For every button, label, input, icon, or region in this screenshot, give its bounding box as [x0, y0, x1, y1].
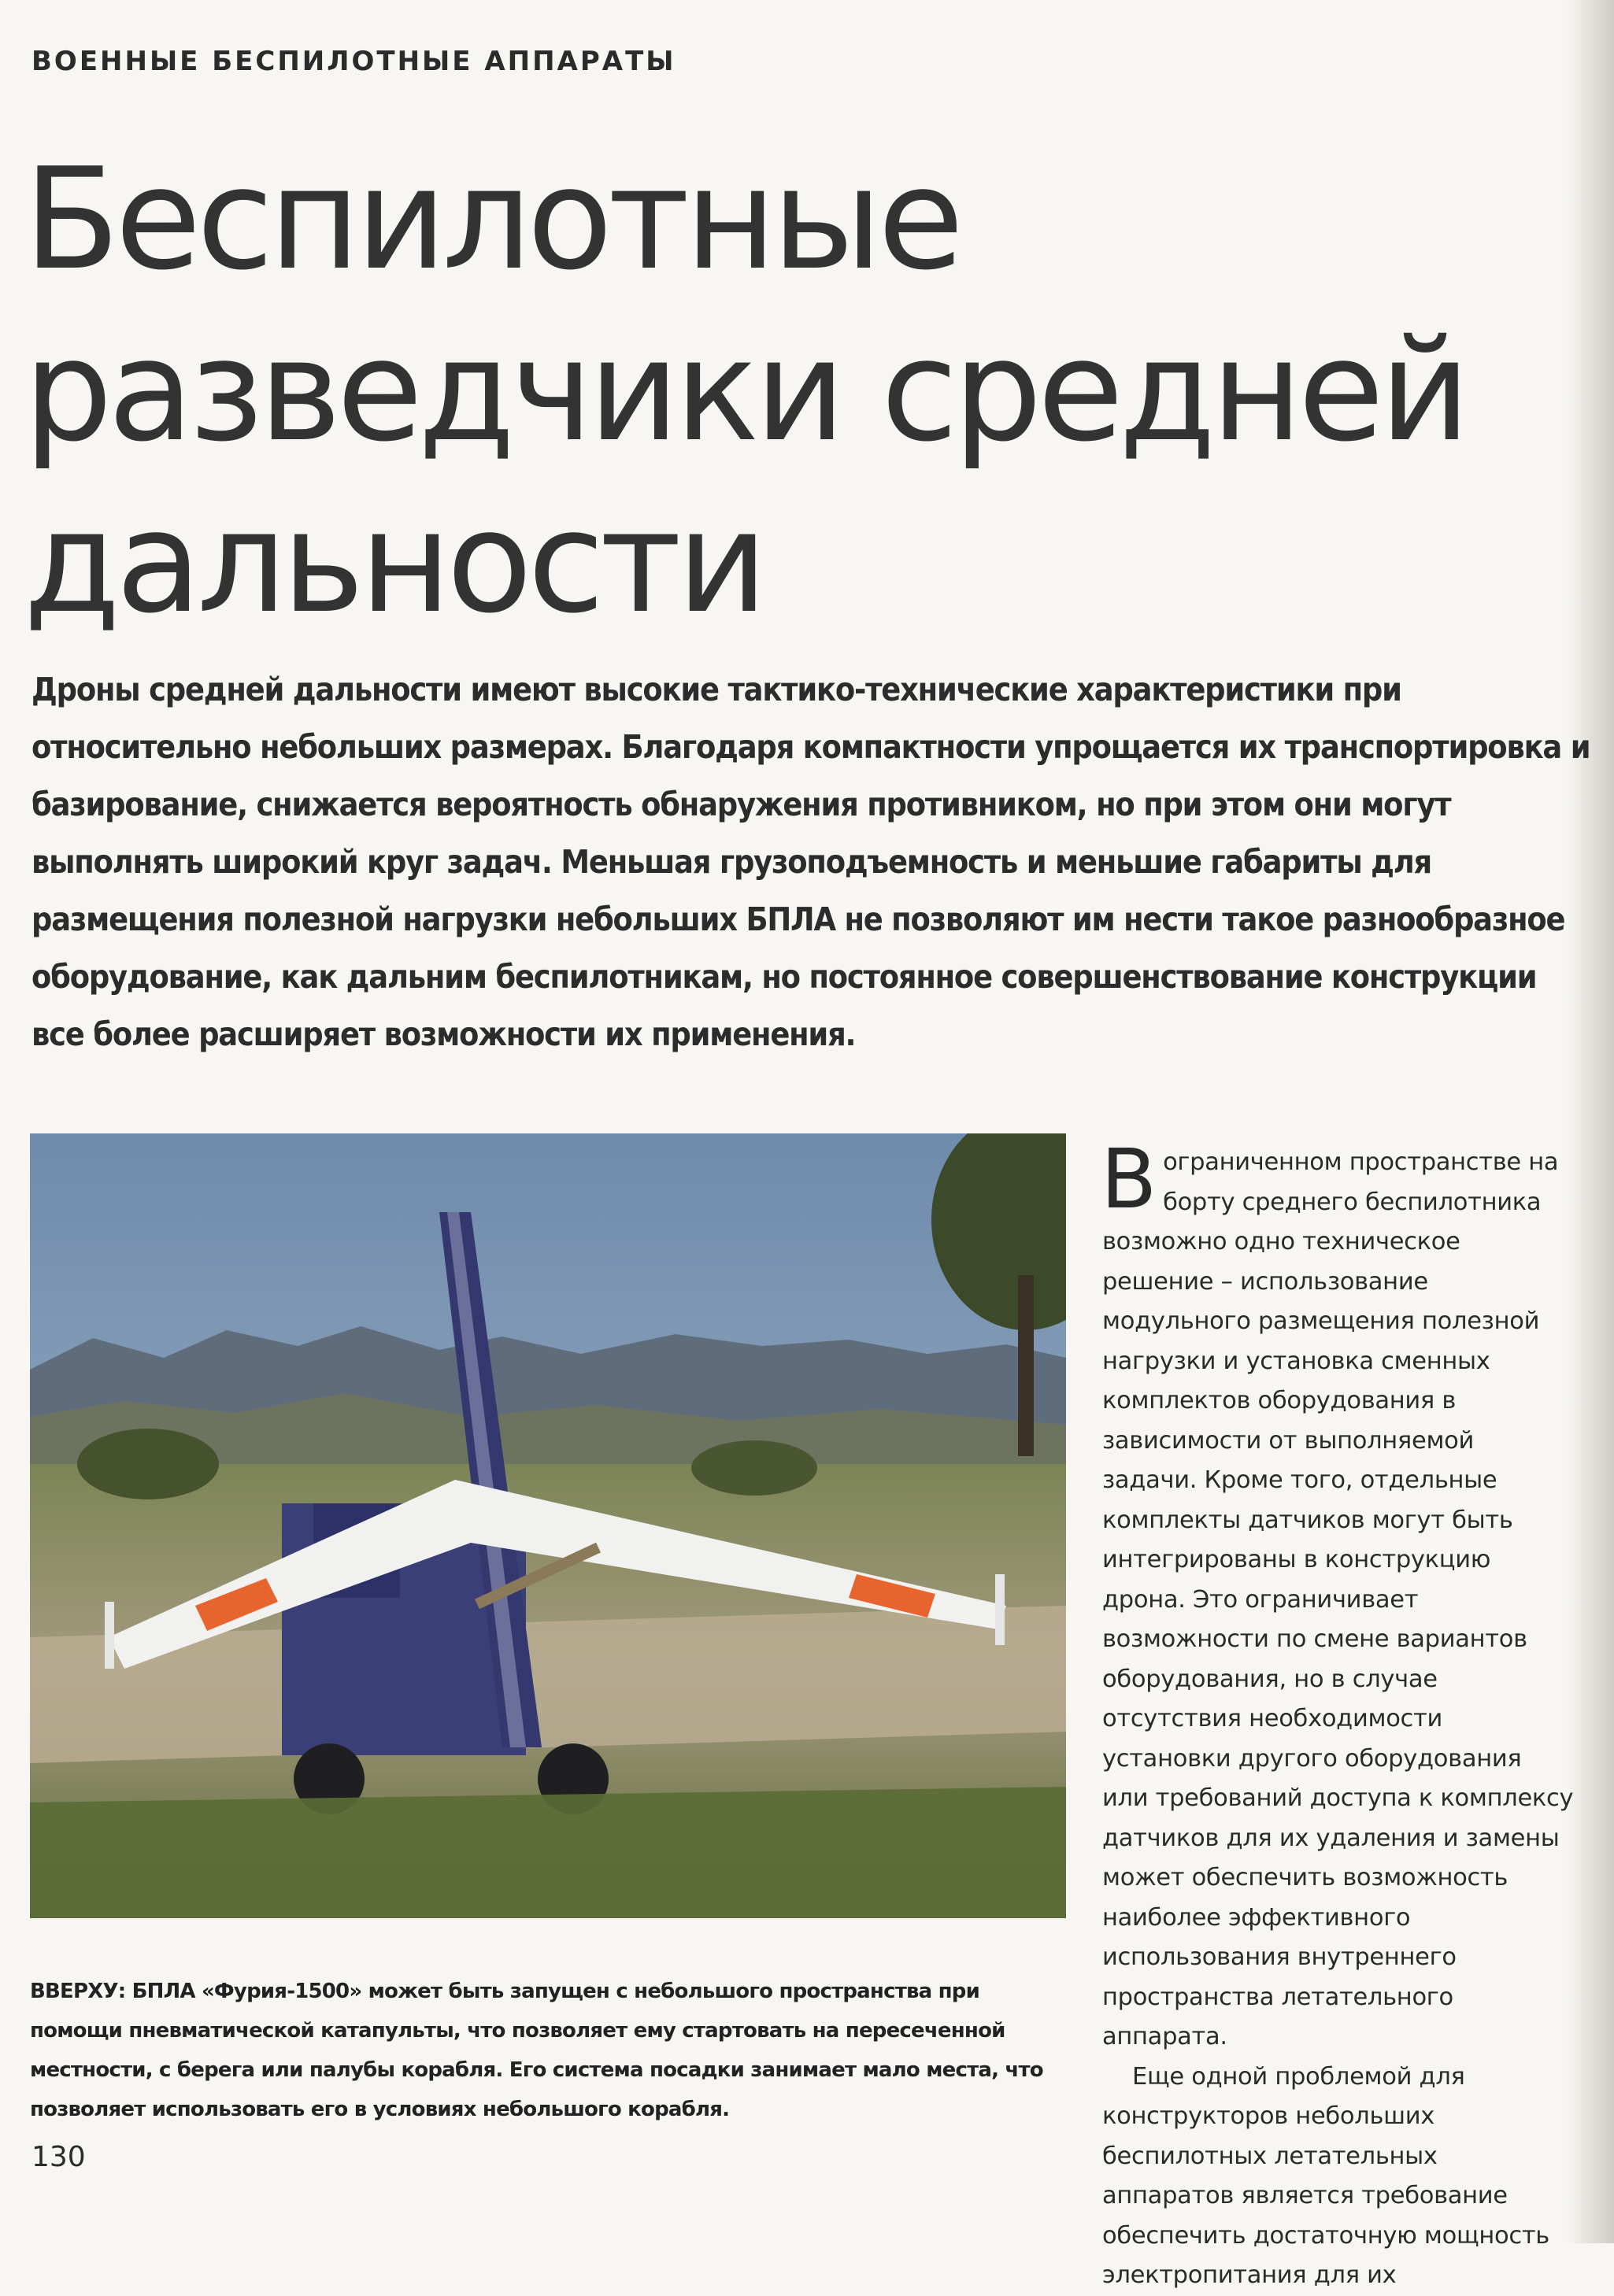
article-title-line: разведчики средней	[24, 309, 1466, 472]
bush	[691, 1440, 817, 1496]
article-title	[24, 134, 1520, 649]
grass-foreground	[30, 1787, 1066, 1918]
tree-trunk	[1018, 1275, 1034, 1456]
body-paragraph	[1101, 1131, 1575, 2058]
section-header: ВОЕННЫЕ БЕСПИЛОТНЫЕ АППАРАТЫ	[31, 46, 676, 77]
wingtip-left	[105, 1602, 114, 1669]
bush	[77, 1429, 219, 1499]
body-paragraph: Еще одной проблемой для конструкторов небольших беспилотных летательных аппаратов является требование обеспечить достаточную мощность электропитания для их	[1102, 2062, 1549, 2289]
page-number: 130	[31, 2141, 86, 2173]
body-paragraph-text: ограниченном пространстве на борту среднего беспилотника возможно одно техническое решение – использование модульного размещения полезной нагрузки и установка сменных комплектов оборудования в зависимости от выполняемой задачи. Кроме того, отдельные комплекты датчиков могут быть интегрированы в конструкцию дрона. Это ограничивает возможности по смене вариантов оборудования, но в случае отсутствия необходимости установки другого оборудования или требований доступа к комплексу датчиков для их удаления и замены может обеспечить возможность наиболее эффективного использования внутреннего пространства летательного аппарата.	[1102, 1148, 1574, 2050]
lead-paragraph: Дроны средней дальности имеют высокие тактико-технические характеристики при относительно небольших размерах. Благодаря компактности упрощается их транспортировка и базирование, снижается вероятность обнаружения противником, но при этом они могут выполнять широкий круг задач. Меньшая грузоподъемность и меньшие габариты для размещения полезной нагрузки небольших БПЛА не позволяют им нести такое разнообразное оборудование, как дальним беспилотникам, но постоянное совершенствование конструкции все более расширяет возможности их применения.	[31, 671, 1590, 1053]
wingtip-right	[995, 1574, 1005, 1645]
drone-launch-photo	[30, 1133, 1066, 1918]
drop-cap: В	[1101, 1131, 1157, 1227]
article-title-line: дальности	[24, 481, 764, 644]
article-title-line: Беспилотные	[24, 138, 960, 301]
body-column	[1101, 1131, 1575, 2296]
figure-caption: ВВЕРХУ: БПЛА «Фурия-1500» может быть запущен с небольшого пространства при помощи пневматической катапульты, что позволяет ему стартовать на пересеченной местности, с берега или палубы корабля. Его система посадки занимает мало места, что позволяет использовать его в условиях небольшого корабля.	[30, 1980, 1043, 2121]
